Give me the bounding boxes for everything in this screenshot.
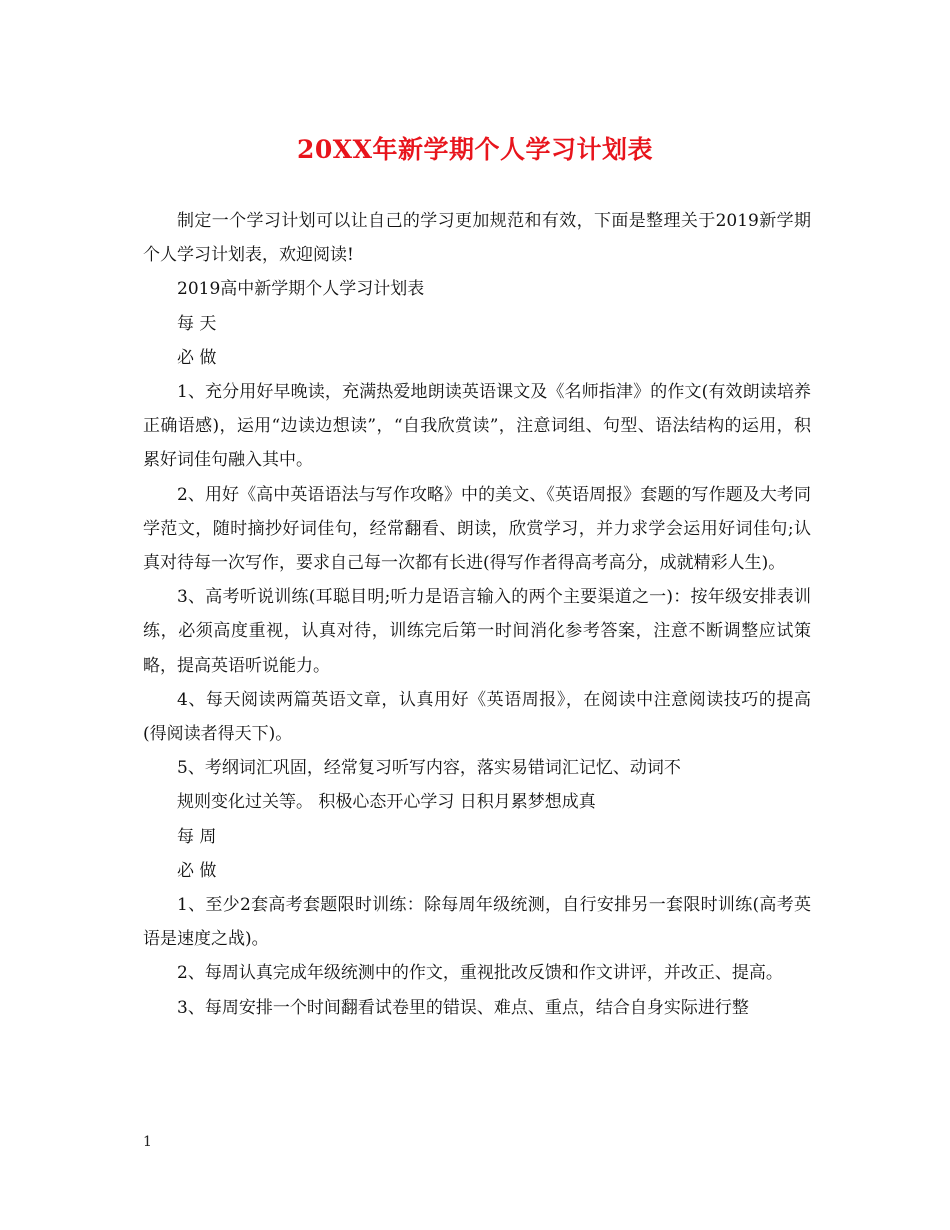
page-number: 1 <box>143 1134 152 1150</box>
weekly-item-1: 1、至少2套高考套题限时训练：除每周年级统测，自行安排另一套限时训练(高考英语是速度之战)。 <box>143 895 811 950</box>
weekly-item-3: 3、每周安排一个时间翻看试卷里的错误、难点、重点，结合自身实际进行整 <box>177 997 749 1018</box>
daily-item-3: 3、高考听说训练(耳聪目明;听力是语言输入的两个主要渠道之一)：按年级安排表训练，必须高度重视，认真对待，训练完后第一时间消化参考答案，注意不断调整应试策略，提高英语听说能力。 <box>143 587 811 676</box>
document-body <box>143 204 811 1025</box>
weekly-item-2: 2、每周认真完成年级统测中的作文，重视批改反馈和作文讲评，并改正、提高。 <box>177 963 783 984</box>
intro-paragraph: 制定一个学习计划可以让自己的学习更加规范和有效，下面是整理关于2019新学期个人学习计划表，欢迎阅读! <box>143 211 811 266</box>
daily-item-1: 1、充分用好早晚读，充满热爱地朗读英语课文及《名师指津》的作文(有效朗读培养正确语感)，运用“边读边想读”，“自我欣赏读”，注意词组、句型、语法结构的运用，积累好词佳句融入其中。 <box>143 382 811 471</box>
subtitle-line: 2019高中新学期个人学习计划表 <box>177 279 425 300</box>
section-heading-daily: 每 天 <box>177 313 217 334</box>
section-heading-weekly: 每 周 <box>177 826 217 847</box>
daily-item-2: 2、用好《高中英语语法与写作攻略》中的美文、《英语周报》套题的写作题及大考同学范文，随时摘抄好词佳句，经常翻看、朗读，欣赏学习，并力求学会运用好词佳句;认真对待每一次写作，要求自己每一次都有长进(得写作者得高考高分，成就精彩人生)。 <box>143 484 811 574</box>
daily-item-5: 5、考纲词汇巩固，经常复习听写内容，落实易错词汇记忆、动词不 <box>177 758 681 779</box>
section-heading-must-do-weekly: 必 做 <box>177 860 217 881</box>
daily-item-4: 4、每天阅读两篇英语文章，认真用好《英语周报》，在阅读中注意阅读技巧的提高(得阅读者得天下)。 <box>143 689 811 745</box>
document-title: 20XX年新学期个人学习计划表 <box>296 135 654 164</box>
section-heading-must-do: 必 做 <box>177 347 217 368</box>
daily-item-5-continued: 规则变化过关等。 积极心态开心学习 日积月累梦想成真 <box>177 792 596 813</box>
